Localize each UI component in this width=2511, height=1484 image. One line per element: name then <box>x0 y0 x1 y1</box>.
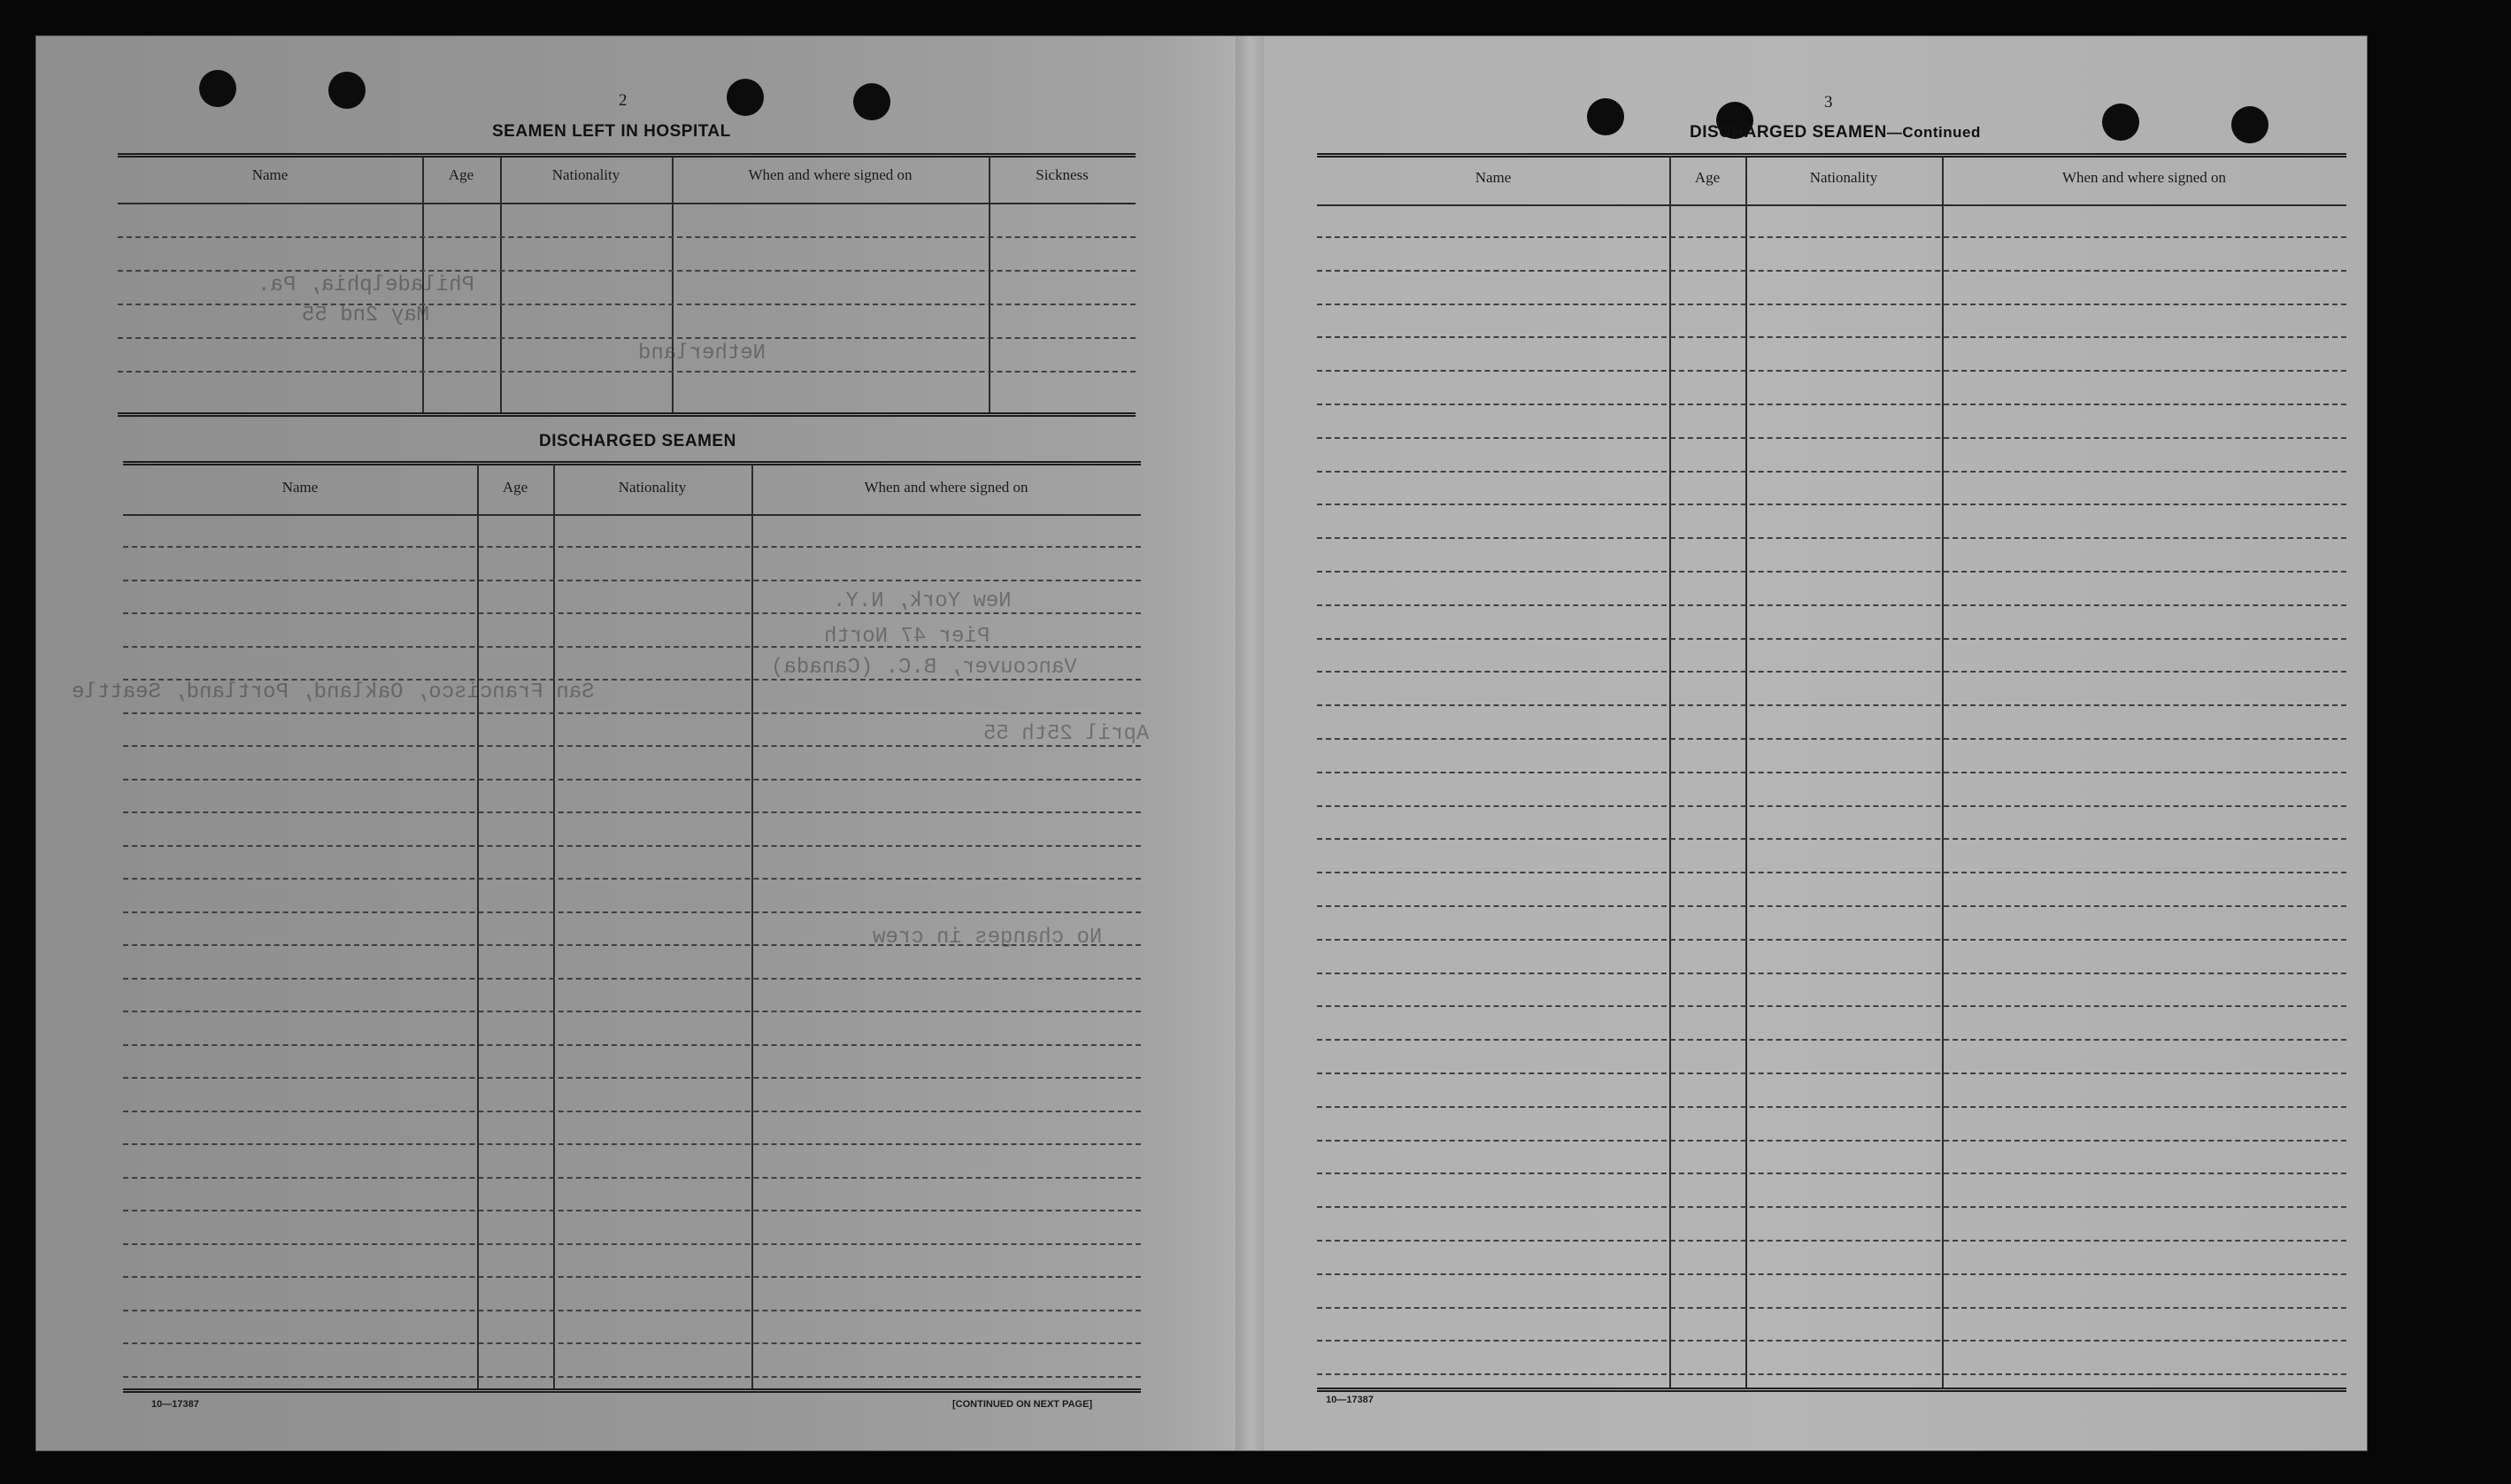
page-number: 3 <box>1824 93 1833 111</box>
column-header-signed-on: When and where signed on <box>864 479 1028 496</box>
table-row <box>1317 404 2346 405</box>
table-row <box>123 978 1141 980</box>
table-row <box>123 1210 1141 1211</box>
hospital-table-title: SEAMEN LEFT IN HOSPITAL <box>492 122 731 141</box>
discharged-continued-title <box>1690 123 1981 142</box>
table-row <box>1317 336 2346 338</box>
table-row <box>123 1111 1141 1112</box>
title-text: DISCHARGED SEAMEN <box>1690 123 1887 142</box>
table-row <box>123 878 1141 880</box>
column-header-age: Age <box>1694 169 1721 186</box>
table-row <box>1317 1373 2346 1375</box>
table-row <box>1317 504 2346 505</box>
table-row <box>1317 1340 2346 1342</box>
table-row <box>118 337 1136 339</box>
table-row <box>1317 1273 2346 1275</box>
bleedthrough-text: Philadelphia, Pa. <box>258 273 474 297</box>
table-row <box>1317 1240 2346 1242</box>
table-row <box>1317 872 2346 873</box>
table-row <box>123 1310 1141 1311</box>
discharged-table <box>123 461 1141 1393</box>
table-row <box>123 845 1141 847</box>
table-row <box>123 745 1141 747</box>
table-row <box>1317 838 2346 840</box>
column-header-signed-on: When and where signed on <box>2061 169 2227 186</box>
document-sheet <box>35 35 2368 1451</box>
table-row <box>1317 671 2346 673</box>
bleedthrough-text: Pier 47 North <box>824 625 990 649</box>
table-row <box>1317 772 2346 773</box>
column-header-signed-on: When and where signed on <box>748 166 913 183</box>
table-row <box>123 580 1141 581</box>
table-row <box>118 304 1136 305</box>
table-row <box>118 236 1136 238</box>
discharged-table-title: DISCHARGED SEAMEN <box>539 432 736 450</box>
table-row <box>123 1243 1141 1245</box>
table-row <box>1317 1307 2346 1309</box>
bleedthrough-text: Vancouver, B.C. (Canada) <box>771 656 1077 680</box>
bleedthrough-text: Netherland <box>638 342 766 365</box>
continued-note: [CONTINUED ON NEXT PAGE] <box>952 1399 1093 1410</box>
right-page <box>1264 36 2369 1450</box>
table-row <box>123 1177 1141 1179</box>
table-row <box>1317 1173 2346 1174</box>
table-row <box>123 1143 1141 1145</box>
column-header-name: Name <box>1475 169 1512 186</box>
left-page <box>36 36 1236 1450</box>
table-row <box>123 911 1141 913</box>
bleedthrough-text: No changes in crew <box>873 926 1103 950</box>
table-row <box>123 646 1141 648</box>
column-header-age: Age <box>502 479 528 496</box>
table-row <box>1317 437 2346 439</box>
table-row <box>1317 738 2346 740</box>
table-row <box>1317 1206 2346 1208</box>
table-row <box>123 1276 1141 1278</box>
table-row <box>1317 704 2346 706</box>
table-row <box>1317 1140 2346 1142</box>
table-row <box>123 1044 1141 1046</box>
table-row <box>123 1077 1141 1079</box>
table-row <box>1317 370 2346 372</box>
title-suffix: —Continued <box>1886 124 1981 141</box>
column-header-name: Name <box>251 166 289 183</box>
table-row <box>118 270 1136 272</box>
table-row <box>123 1011 1141 1012</box>
bleedthrough-text: May 2nd 55 <box>302 304 430 327</box>
table-row <box>123 779 1141 780</box>
table-row <box>123 679 1141 680</box>
table-row <box>1317 1106 2346 1108</box>
table-row <box>1317 638 2346 640</box>
bleedthrough-text: New York, N.Y. <box>833 589 1012 613</box>
table-row <box>1317 537 2346 539</box>
table-row <box>118 371 1136 373</box>
hospital-table <box>118 153 1136 417</box>
discharged-continued-table <box>1317 153 2346 1392</box>
form-number: 10—17387 <box>151 1399 199 1410</box>
page-fold <box>1236 36 1264 1450</box>
column-header-name: Name <box>281 479 319 496</box>
table-row <box>1317 304 2346 305</box>
column-header-nationality: Nationality <box>618 479 687 496</box>
bleedthrough-text: April 25th 55 <box>983 722 1150 746</box>
bleedthrough-text: San Francisco, Oakland, Portland, Seattle <box>72 680 595 704</box>
table-row <box>123 944 1141 946</box>
table-row <box>1317 471 2346 473</box>
table-row <box>1317 604 2346 606</box>
table-row <box>123 1376 1141 1378</box>
form-number: 10—17387 <box>1326 1395 1374 1405</box>
table-row <box>1317 571 2346 573</box>
table-row <box>123 1342 1141 1344</box>
column-header-sickness: Sickness <box>1036 166 1089 183</box>
table-row <box>1317 1005 2346 1007</box>
column-header-nationality: Nationality <box>1809 169 1878 186</box>
table-row <box>1317 805 2346 807</box>
table-row <box>123 811 1141 813</box>
table-row <box>123 546 1141 548</box>
table-row <box>1317 1039 2346 1041</box>
page-number: 2 <box>619 91 628 110</box>
column-header-nationality: Nationality <box>551 166 620 183</box>
table-row <box>1317 236 2346 238</box>
column-header-age: Age <box>448 166 474 183</box>
table-row <box>123 612 1141 614</box>
table-row <box>123 712 1141 714</box>
table-row <box>1317 1073 2346 1074</box>
table-row <box>1317 939 2346 941</box>
table-row <box>1317 270 2346 272</box>
table-row <box>1317 973 2346 974</box>
table-row <box>1317 905 2346 907</box>
